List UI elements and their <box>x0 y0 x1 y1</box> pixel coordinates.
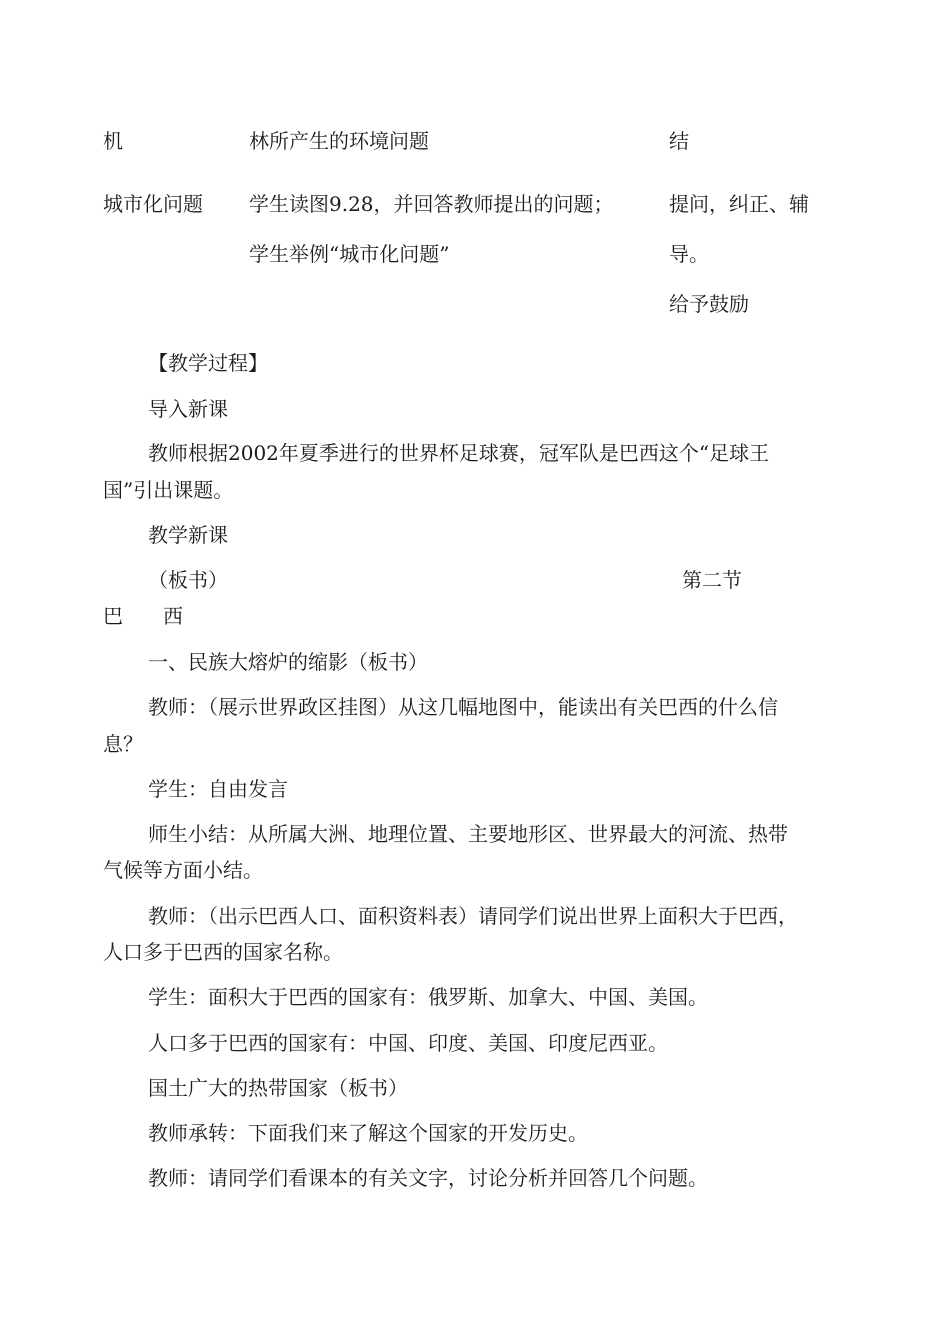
board-note-2: 国土广大的热带国家（板书） <box>148 1076 408 1100</box>
board-label: （板书） <box>148 568 228 592</box>
table-cell-r2c2-line1: 学生读图9.28，并回答教师提出的问题； <box>249 192 614 216</box>
table-cell-r2c1: 城市化问题 <box>103 192 203 216</box>
teacher-question-3: 教师：请同学们看课本的有关文字，讨论分析并回答几个问题。 <box>148 1166 708 1190</box>
table-cell-r2c3-line1: 提问，纠正、辅 <box>669 192 809 216</box>
section-label: 第二节 <box>682 568 742 592</box>
table-cell-r2c2-line2: 学生举例“城市化问题” <box>249 242 450 266</box>
teacher-question-1-line1: 教师：（展示世界政区挂图）从这几幅地图中，能读出有关巴西的什么信 <box>148 695 778 719</box>
country-title: 巴 西 <box>103 604 183 628</box>
teacher-question-2-line1: 教师：（出示巴西人口、面积资料表）请同学们说出世界上面积大于巴西， <box>148 904 798 928</box>
student-reply-1: 学生：自由发言 <box>148 777 288 801</box>
intro-text-line1: 教师根据2002年夏季进行的世界杯足球赛，冠军队是巴西这个“足球王 <box>148 441 770 465</box>
process-heading: 【教学过程】 <box>148 351 268 375</box>
new-lesson-heading: 教学新课 <box>148 523 228 547</box>
teacher-question-2-line2: 人口多于巴西的国家名称。 <box>103 940 343 964</box>
table-cell-r1c1: 机 <box>103 129 123 153</box>
intro-heading: 导入新课 <box>148 397 228 421</box>
student-reply-2: 学生：面积大于巴西的国家有：俄罗斯、加拿大、中国、美国。 <box>148 985 708 1009</box>
summary-line2: 气候等方面小结。 <box>103 858 263 882</box>
summary-line1: 师生小结：从所属大洲、地理位置、主要地形区、世界最大的河流、热带 <box>148 822 788 846</box>
intro-text-line2: 国”引出课题。 <box>103 478 234 502</box>
subsection-1: 一、民族大熔炉的缩影（板书） <box>148 650 428 674</box>
table-cell-r2c3-line3: 给予鼓励 <box>669 292 749 316</box>
teacher-question-1-line2: 息？ <box>103 732 143 756</box>
table-cell-r2c3-line2: 导。 <box>669 242 709 266</box>
table-cell-r1c2: 林所产生的环境问题 <box>249 129 429 153</box>
table-cell-r1c3: 结 <box>669 129 689 153</box>
teacher-transition: 教师承转：下面我们来了解这个国家的开发历史。 <box>148 1121 588 1145</box>
population-line: 人口多于巴西的国家有：中国、印度、美国、印度尼西亚。 <box>148 1031 668 1055</box>
